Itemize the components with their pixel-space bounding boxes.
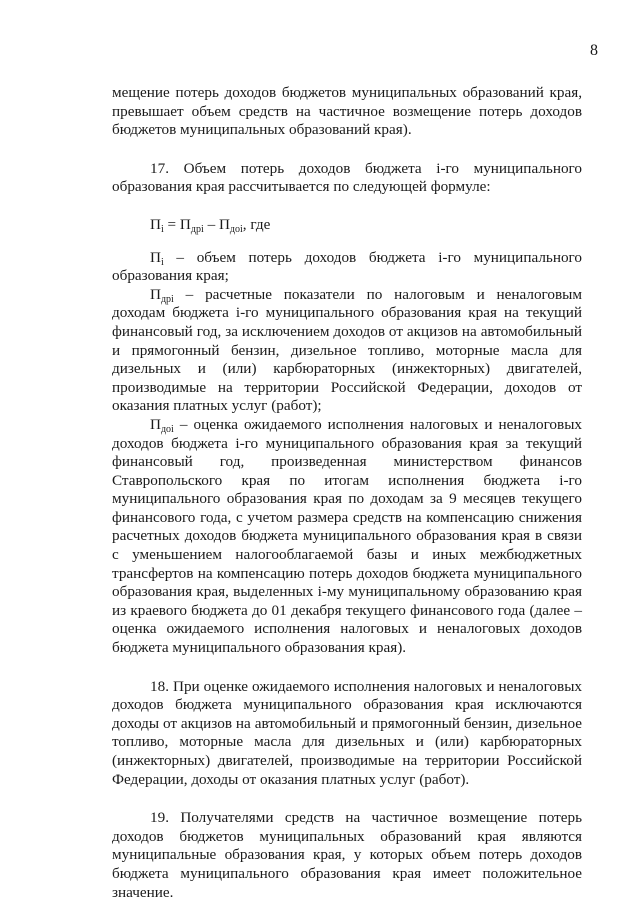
paragraph-17: 17. Объем потерь доходов бюджета i-го муниципального образования края рассчитывается по следующей формуле: — [112, 159, 582, 196]
definition-pi-symbol: П — [150, 248, 161, 266]
paragraph-continuation: мещение потерь доходов бюджетов муниципальных образований края, превышает объем средств на частичное возмещение потерь доходов бюджетов муниципальных образований края). — [112, 84, 582, 139]
definition-pi — [112, 249, 582, 286]
definition-pdri-text: – расчетные показатели по налоговым и неналоговым доходам бюджета i-го муниципального образования края на текущий финансовый год, за исключением доходов от акцизов на автомобильный и прямогонный бензин, дизельное топливо, моторные масла для дизельных и (или) карбюраторных (инжекторных) двигателей, производимые на территории Российской Федерации, доходов от оказания платных услуг (работ); — [112, 285, 582, 415]
definition-pdoi-symbol: П — [150, 415, 161, 433]
formula-term1-sub: дрi — [190, 223, 204, 235]
paragraph-gap — [112, 235, 582, 249]
definition-pdri-symbol: П — [150, 285, 161, 303]
formula-lhs: П — [150, 215, 161, 233]
document-body — [112, 84, 582, 902]
definition-pdoi — [112, 416, 582, 658]
definition-pdri — [112, 286, 582, 416]
formula — [112, 216, 582, 235]
paragraph-18: 18. При оценке ожидаемого исполнения налоговых и неналоговых доходов бюджета муниципального образования края исключаются доходы от акцизов на автомобильный и прямогонный бензин, дизельное топливо, моторные масла для дизельных и (или) карбюраторных (инжекторных) двигателей, производимые на территории Российской Федерации, доходы от оказания платных услуг (работ). — [112, 677, 582, 788]
page-number: 8 — [590, 42, 598, 59]
definition-pi-sub: i — [160, 256, 164, 268]
formula-eq: = П — [163, 215, 191, 233]
definition-pdoi-sub: доi — [160, 423, 174, 435]
formula-term2-sub: доi — [229, 223, 243, 235]
formula-tail: , где — [242, 215, 271, 233]
paragraph-gap — [112, 789, 582, 809]
definition-pdoi-text: – оценка ожидаемого исполнения налоговых и неналоговых доходов бюджета i-го муниципального образования края за текущий финансовый год, произведенная министерством финансов Ставропольского края по итогам исполнения бюджета i-го муниципального образования края по доходам за 9 месяцев текущего финансового года, с учетом размера средств на компенсацию снижения расчетных доходов бюджета муниципального образования края в связи с уменьшением налогооблагаемой базы и иных межбюджетных трансфертов на компенсацию потерь доходов бюджета муниципального образования края, выделенных i-му муниципальному образованию края из краевого бюджета до 01 декабря текущего финансового года (далее – оценка ожидаемого исполнения налоговых и неналоговых доходов бюджета муниципального образования края). — [112, 415, 582, 657]
definition-pi-text: – объем потерь доходов бюджета i-го муниципального образования края; — [112, 248, 582, 285]
formula-lhs-sub: i — [160, 223, 164, 235]
paragraph-gap — [112, 197, 582, 216]
definition-pdri-sub: дрi — [160, 293, 174, 305]
paragraph-gap — [112, 140, 582, 160]
formula-minus: – П — [203, 215, 230, 233]
paragraph-19: 19. Получателями средств на частичное возмещение потерь доходов бюджетов муниципальных образований края являются муниципальные образования края, у которых объем потерь доходов бюджета муниципального образования края имеет положительное значение. — [112, 809, 582, 901]
paragraph-gap — [112, 658, 582, 678]
